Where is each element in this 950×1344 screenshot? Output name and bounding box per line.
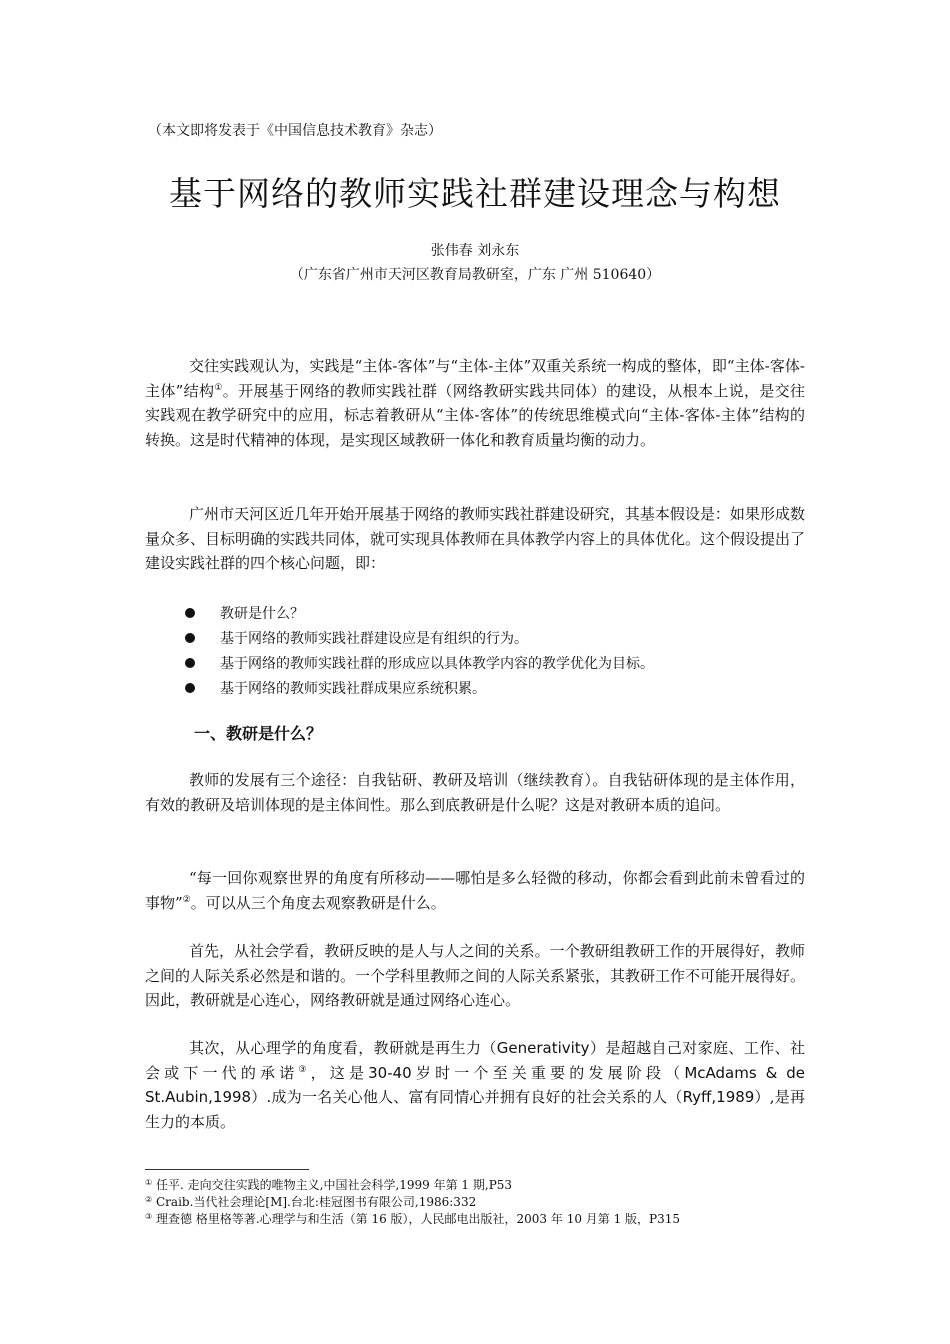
list-item-text: 基于网络的教师实践社群成果应系统积累。 xyxy=(220,680,486,697)
footnote-item xyxy=(145,1194,680,1211)
paragraph-1-text-b: 。开展基于网络的教师实践社群（网络教研实践共同体）的建设，从根本上说，是交往实践观在教学研究中的应用，标志着教研从“主体-客体”的传统思维模式向“主体-客体-主体”结构的转换。这是时代精神的体现，是实现区域教研一体化和教育质量均衡的动力。 xyxy=(145,381,805,449)
article-title: 基于网络的教师实践社群建设理念与构想 xyxy=(169,174,781,213)
bullet-icon xyxy=(185,608,195,618)
bullet-icon xyxy=(185,633,195,643)
publication-note: （本文即将发表于《中国信息技术教育》杂志） xyxy=(148,123,442,139)
paragraph-2: 广州市天河区近几年开始开展基于网络的教师实践社群建设研究，其基本假设是：如果形成数量众多、目标明确的实践共同体，就可实现具体教师在具体教学内容上的具体优化。这个假设提出了建设实践社群的四个核心问题，即： xyxy=(145,505,806,572)
list-item xyxy=(185,650,654,675)
paragraph-4 xyxy=(145,866,805,915)
list-item xyxy=(185,600,654,625)
paragraph-6-text-c: ）是超越自己对家庭、工作、社会或下一代的承诺 xyxy=(145,1039,805,1082)
core-questions-list xyxy=(185,600,654,700)
list-item-text: 基于网络的教师实践社群建设应是有组织的行为。 xyxy=(220,630,528,647)
paragraph-3: 教师的发展有三个途径：自我钻研、教研及培训（继续教育）。自我钻研体现的是主体作用，有效的教研及培训体现的是主体间性。那么到底教研是什么呢？这是对教研本质的追问。 xyxy=(145,771,805,814)
paragraph-6-term: Generativity xyxy=(496,1039,590,1057)
footnote-text: Craib.当代社会理论[M].台北:桂冠图书有限公司,1986:332 xyxy=(156,1195,477,1209)
list-item xyxy=(185,625,654,650)
footnote-ref-3: ③ xyxy=(298,1064,311,1075)
author-affiliation: （广东省广州市天河区教育局教研室，广东 广州 510640） xyxy=(289,267,661,283)
author-names: 张伟春 刘永东 xyxy=(430,243,520,259)
paragraph-6-text-d: ，这是 xyxy=(310,1063,369,1082)
paragraph-1-text-a: 交往实践观认为，实践是“主体-客体”与“主体-主体”双重关系统一构成的整体，即“主体-客体-主体”结构 xyxy=(145,357,805,400)
footnote-ref-2: ② xyxy=(182,894,191,905)
paragraph-4-text-b: 。可以从三个角度去观察教研是什么。 xyxy=(190,893,446,912)
paragraph-6-text-f: 岁时一个至关重要的发展阶段（ xyxy=(411,1063,685,1082)
list-item-text: 教研是什么？ xyxy=(220,605,304,622)
list-item xyxy=(185,675,654,700)
bullet-icon xyxy=(185,658,195,668)
footnote-mark: ① xyxy=(145,1178,153,1187)
footnote-text: 任平. 走向交往实践的唯物主义,中国社会科学,1999 年第 1 期,P53 xyxy=(156,1178,513,1192)
paragraph-6-text-a: 其次，从心理学的角度看，教研就是再生力（ xyxy=(189,1039,497,1057)
paragraph-6-citation-2: Ryff,1989 xyxy=(682,1088,755,1106)
footnote-item xyxy=(145,1211,680,1228)
footnote-item xyxy=(145,1177,680,1194)
footnote-mark: ③ xyxy=(145,1212,153,1221)
paragraph-6-age-range: 30-40 xyxy=(368,1063,412,1082)
footnote-separator xyxy=(145,1169,309,1170)
footnote-text: 理查德 格里格等著.心理学与和生活（第 16 版），人民邮电出版社，2003 年 10 月第 1 版，P315 xyxy=(156,1212,681,1226)
footnote-mark: ② xyxy=(145,1195,153,1204)
bullet-icon xyxy=(185,683,195,693)
paragraph-6-text-h: ）.成为一名关心他人、富有同情心并拥有良好的社会关系的人（ xyxy=(251,1088,683,1106)
paragraph-4-text-a: “每一回你观察世界的角度有所移动——哪怕是多么轻微的移动，你都会看到此前未曾看过的事物” xyxy=(145,869,805,912)
paragraph-1 xyxy=(145,354,805,452)
paragraph-5: 首先，从社会学看，教研反映的是人与人之间的关系。一个教研组教研工作的开展得好，教师之间的人际关系必然是和谐的。一个学科里教师之间的人际关系紧张，其教研工作不可能开展得好。因此，教研就是心连心，网络教研就是通过网络心连心。 xyxy=(145,942,806,1009)
footnotes xyxy=(145,1177,680,1228)
paragraph-6 xyxy=(145,1036,805,1134)
footnote-ref-1: ① xyxy=(214,382,223,393)
section-heading: 一、教研是什么？ xyxy=(194,724,323,743)
paragraph-6-citation-1: McAdams & de St.Aubin,1998 xyxy=(145,1063,805,1106)
paragraph-6-text-j: ）,是再生力的本质。 xyxy=(145,1088,805,1131)
list-item-text: 基于网络的教师实践社群的形成应以具体教学内容的教学优化为目标。 xyxy=(220,655,654,672)
